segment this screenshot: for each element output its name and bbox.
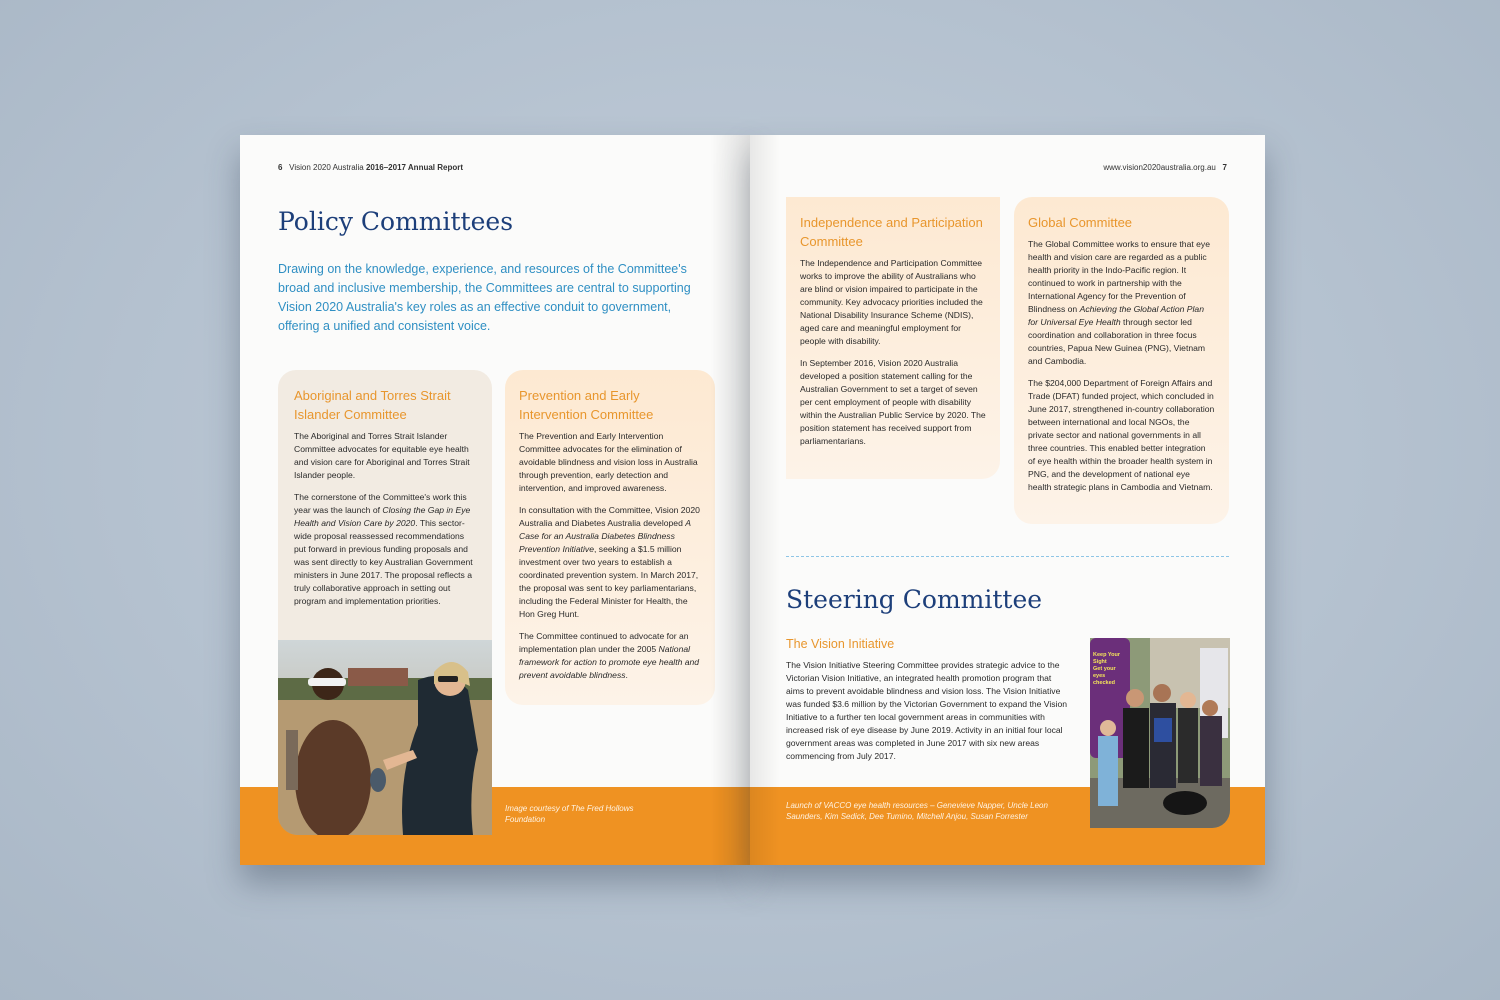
vision-initiative-subhead: The Vision Initiative bbox=[786, 637, 895, 651]
card-paragraph: The $204,000 Department of Foreign Affairs and Trade (DFAT) funded project, which concluded in June 2017, strengthened in-country collaboration between international and local NGOs, the private sector and national governments in all three countries. This enabled better integration of eye health within the broader health system in PNG, and the development of national eye health strategic plans in Cambodia and Vietnam. bbox=[1028, 378, 1215, 492]
independence-committee-card bbox=[786, 197, 1000, 479]
photo-caption: Image courtesy of The Fred Hollows Foundation bbox=[505, 804, 634, 824]
right-folio bbox=[1103, 163, 1227, 172]
card-paragraph: In consultation with the Committee, Vision 2020 Australia and Diabetes Australia developed A Case for an Australia Diabetes Blindness Prevention Initiative, seeking a $1.5 million investment over two years to establish a coordinated prevention system. In March 2017, the proposal was sent to key parliamentarians, including the Federal Minister for Health, the Hon Greg Hunt. bbox=[519, 505, 700, 619]
steering-title: Steering Committee bbox=[786, 585, 1043, 614]
photo-caption: Launch of VACCO eye health resources – Genevieve Napper, Uncle Leon Saunders, Kim Sedick, Dee Tumino, Mitchell Anjou, Susan Forrester bbox=[786, 801, 1048, 821]
section-divider bbox=[786, 556, 1229, 557]
outback-eye-test-photo bbox=[278, 640, 492, 835]
right-page bbox=[750, 135, 1265, 865]
vacco-launch-photo bbox=[1090, 638, 1230, 828]
card-paragraph: The Aboriginal and Torres Strait Islander Committee advocates for equitable eye health and vision care for Aboriginal and Torres Strait Islander people. bbox=[294, 431, 470, 480]
card-heading: Aboriginal and Torres Strait Islander Committee bbox=[294, 388, 451, 422]
left-folio-report: 2016–2017 Annual Report bbox=[365, 163, 464, 172]
card-paragraph: The Global Committee works to ensure that eye health and vision care are regarded as a public health priority in the Indo-Pacific region. It continued to work in partnership with the International Agency for the Prevention of Blindness on Achieving the Global Action Plan for Universal Eye Health through sector led coordination and collaboration in three focus countries, Papua New Guinea (PNG), Vietnam and Cambodia. bbox=[1028, 239, 1210, 366]
banner-text: Keep Your Sight Get your eyes checked bbox=[1093, 652, 1120, 686]
gutter-shadow bbox=[710, 135, 750, 865]
left-folio bbox=[278, 163, 463, 172]
intro-paragraph: Drawing on the knowledge, experience, and resources of the Committee's broad and inclusive membership, the Committees are central to supporting Vision 2020 Australia's key roles as an effective conduit to government, offering a unified and consistent voice. bbox=[278, 262, 691, 333]
photo-illustration bbox=[278, 640, 492, 835]
card-paragraph: The cornerstone of the Committee's work this year was the launch of Closing the Gap in Eye Health and Vision Care by 2020. This sector-wide proposal reassessed recommendations put forward in previous funding proposals and was sent directly to key Australian Government ministers in June 2017. The proposal reflects a truly collaborative approach in setting out program and implementation priorities. bbox=[294, 492, 473, 606]
card-paragraph: The Independence and Participation Committee works to improve the ability of Australians who are blind or vision impaired to participate in the community. Key advocacy priorities included the National Disability Insurance Scheme (NDIS), aged care and meaningful employment for people with disability. bbox=[800, 258, 983, 346]
left-page-number: 6 bbox=[278, 163, 283, 172]
website-url: www.vision2020australia.org.au bbox=[1103, 163, 1216, 172]
card-heading: Independence and Participation Committee bbox=[800, 215, 983, 249]
prevention-committee-card bbox=[505, 370, 715, 705]
gutter-shadow bbox=[750, 135, 780, 865]
global-committee-card bbox=[1014, 197, 1229, 524]
card-heading: Global Committee bbox=[1028, 215, 1133, 230]
left-folio-org: Vision 2020 Australia bbox=[289, 163, 364, 172]
card-paragraph: The Committee continued to advocate for an implementation plan under the 2005 National framework for action to promote eye health and prevent avoidable blindness. bbox=[519, 631, 700, 680]
card-heading: Prevention and Early Intervention Committee bbox=[519, 388, 654, 422]
steering-body: The Vision Initiative Steering Committee provides strategic advice to the Victorian Vision Initiative, an integrated health promotion program that aims to prevent avoidable blindness and vision loss. The Vision Initiative was funded $3.6 million by the Victorian Government to expand the Vision Initiative to a further ten local government areas in communities with increased risk of eye disease by June 2019. Activity in an initial four local government areas was completed in June 2017 with six new areas commencing from July 2017. bbox=[786, 660, 1068, 761]
card-paragraph: In September 2016, Vision 2020 Australia developed a position statement calling for the Australian Government to set a target of seven per cent employment of people with disability within the Australian Public Service by 2020. The position statement has received support from parliamentarians. bbox=[800, 358, 986, 446]
right-page-number: 7 bbox=[1222, 163, 1227, 172]
left-page bbox=[240, 135, 750, 865]
card-paragraph: The Prevention and Early Intervention Committee advocates for the elimination of avoidable blindness and vision loss in Australia through prevention, early detection and intervention, and improved awareness. bbox=[519, 431, 698, 493]
page-title: Policy Committees bbox=[278, 207, 514, 236]
